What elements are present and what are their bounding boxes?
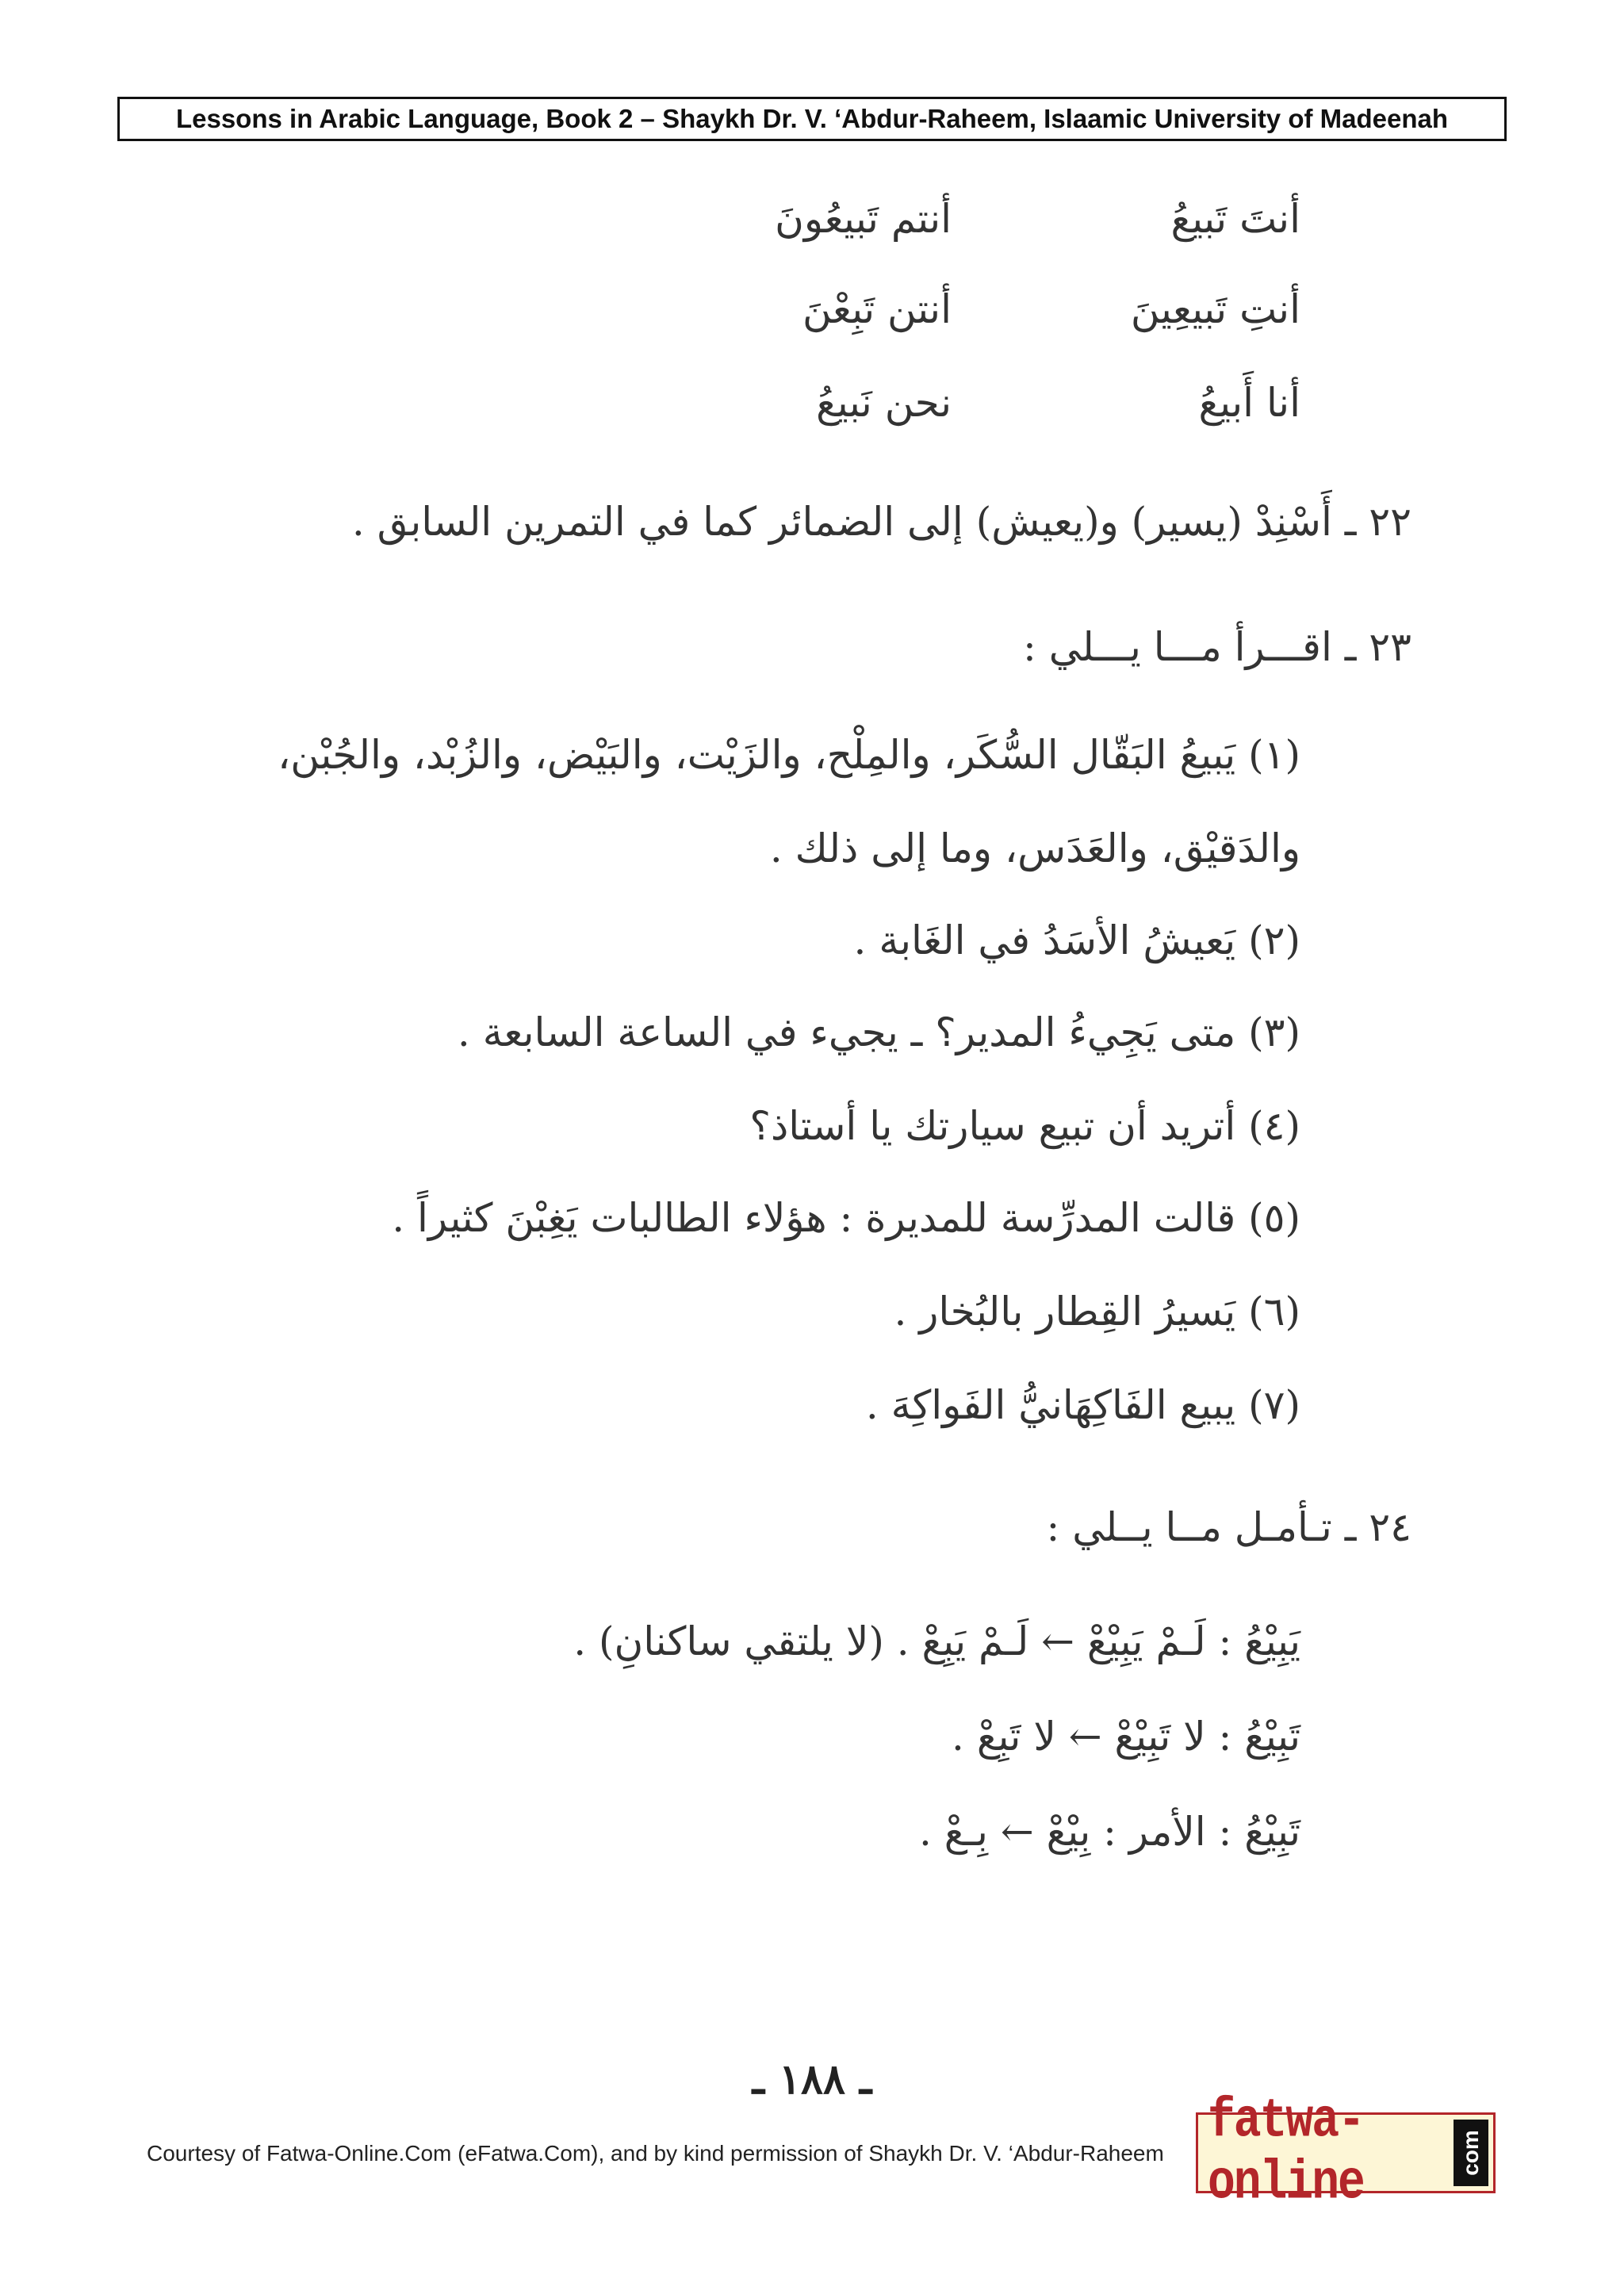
exercise-23-item: (٧) يبيع الفَاكِهَانيُّ الفَواكِهَ .	[865, 1382, 1300, 1428]
logo-wordmark: fatwa-online	[1208, 2091, 1364, 2215]
exercise-23-item: (٦) يَسيرُ القِطار بالبُخار .	[894, 1289, 1300, 1335]
logo-com-badge: com	[1454, 2120, 1488, 2186]
exercise-23-item: (٢) يَعيشُ الأسَدُ في الغَابة .	[853, 917, 1300, 963]
exercise-23-item: (١) يَبيعُ البَقّال السُّكَر، والمِلْح، والزَيْت، والبَيْض، والزُبْد، والجُبْن،	[278, 732, 1300, 778]
exercise-24-line: تَبِيْعُ : الأمر : بِيْعْ ← بِـعْ .	[918, 1809, 1300, 1855]
conjugation-singular-2: أنتِ تَبيعِينَ	[1130, 286, 1300, 332]
exercise-23-title: ٢٣ ـ اقـــرأ مـــا يـــلي :	[1023, 624, 1411, 670]
page-header: Lessons in Arabic Language, Book 2 – Shaykh Dr. V. ‘Abdur-Raheem, Islaamic University of Madeenah	[117, 97, 1507, 141]
exercise-24-line: يَبِيْعُ : لَـمْ يَبِيْعْ ← لَـمْ يَبِعْ . (لا يلتقي ساكنانِ) .	[573, 1618, 1300, 1664]
page-number: ـ ١٨٨ ـ	[752, 2055, 872, 2104]
conjugation-plural-2: أنتن تَبِعْنَ	[802, 286, 952, 332]
exercise-23-item: والدَقيْق، والعَدَس، وما إلى ذلك .	[769, 825, 1300, 871]
exercise-23-item: (٥) قالت المدرِّسة للمديرة : هؤلاء الطالبات يَغِبْنَ كثيراً .	[392, 1195, 1300, 1241]
conjugation-plural-1: أنتم تَبيعُونَ	[775, 196, 952, 242]
conjugation-singular-3: أنا أَبيعُ	[1198, 380, 1300, 426]
conjugation-plural-3: نحن نَبيعُ	[816, 380, 952, 426]
exercise-24-title: ٢٤ ـ تـأمـل مــا يــلي :	[1046, 1504, 1411, 1550]
conjugation-singular-1: أنتَ تَبيعُ	[1170, 196, 1300, 242]
footer-credit: Courtesy of Fatwa-Online.Com (eFatwa.Com), and by kind permission of Shaykh Dr. V. ‘Abdur-Raheem	[147, 2141, 1164, 2166]
exercise-22: ٢٢ ـ أَسْنِدْ (يسير) و(يعيش) إلى الضمائر كما في التمرين السابق .	[351, 499, 1411, 545]
exercise-24-line: تَبِيْعُ : لا تَبِيْعْ ← لا تَبِعْ .	[952, 1714, 1300, 1760]
fatwa-online-logo[interactable]	[1196, 2091, 1496, 2215]
exercise-23-item: (٤) أتريد أن تبيع سيارتك يا أستاذ؟	[749, 1103, 1300, 1149]
exercise-23-item: (٣) متى يَجِيءُ المدير؟ ـ يجيء في الساعة السابعة .	[457, 1009, 1300, 1055]
